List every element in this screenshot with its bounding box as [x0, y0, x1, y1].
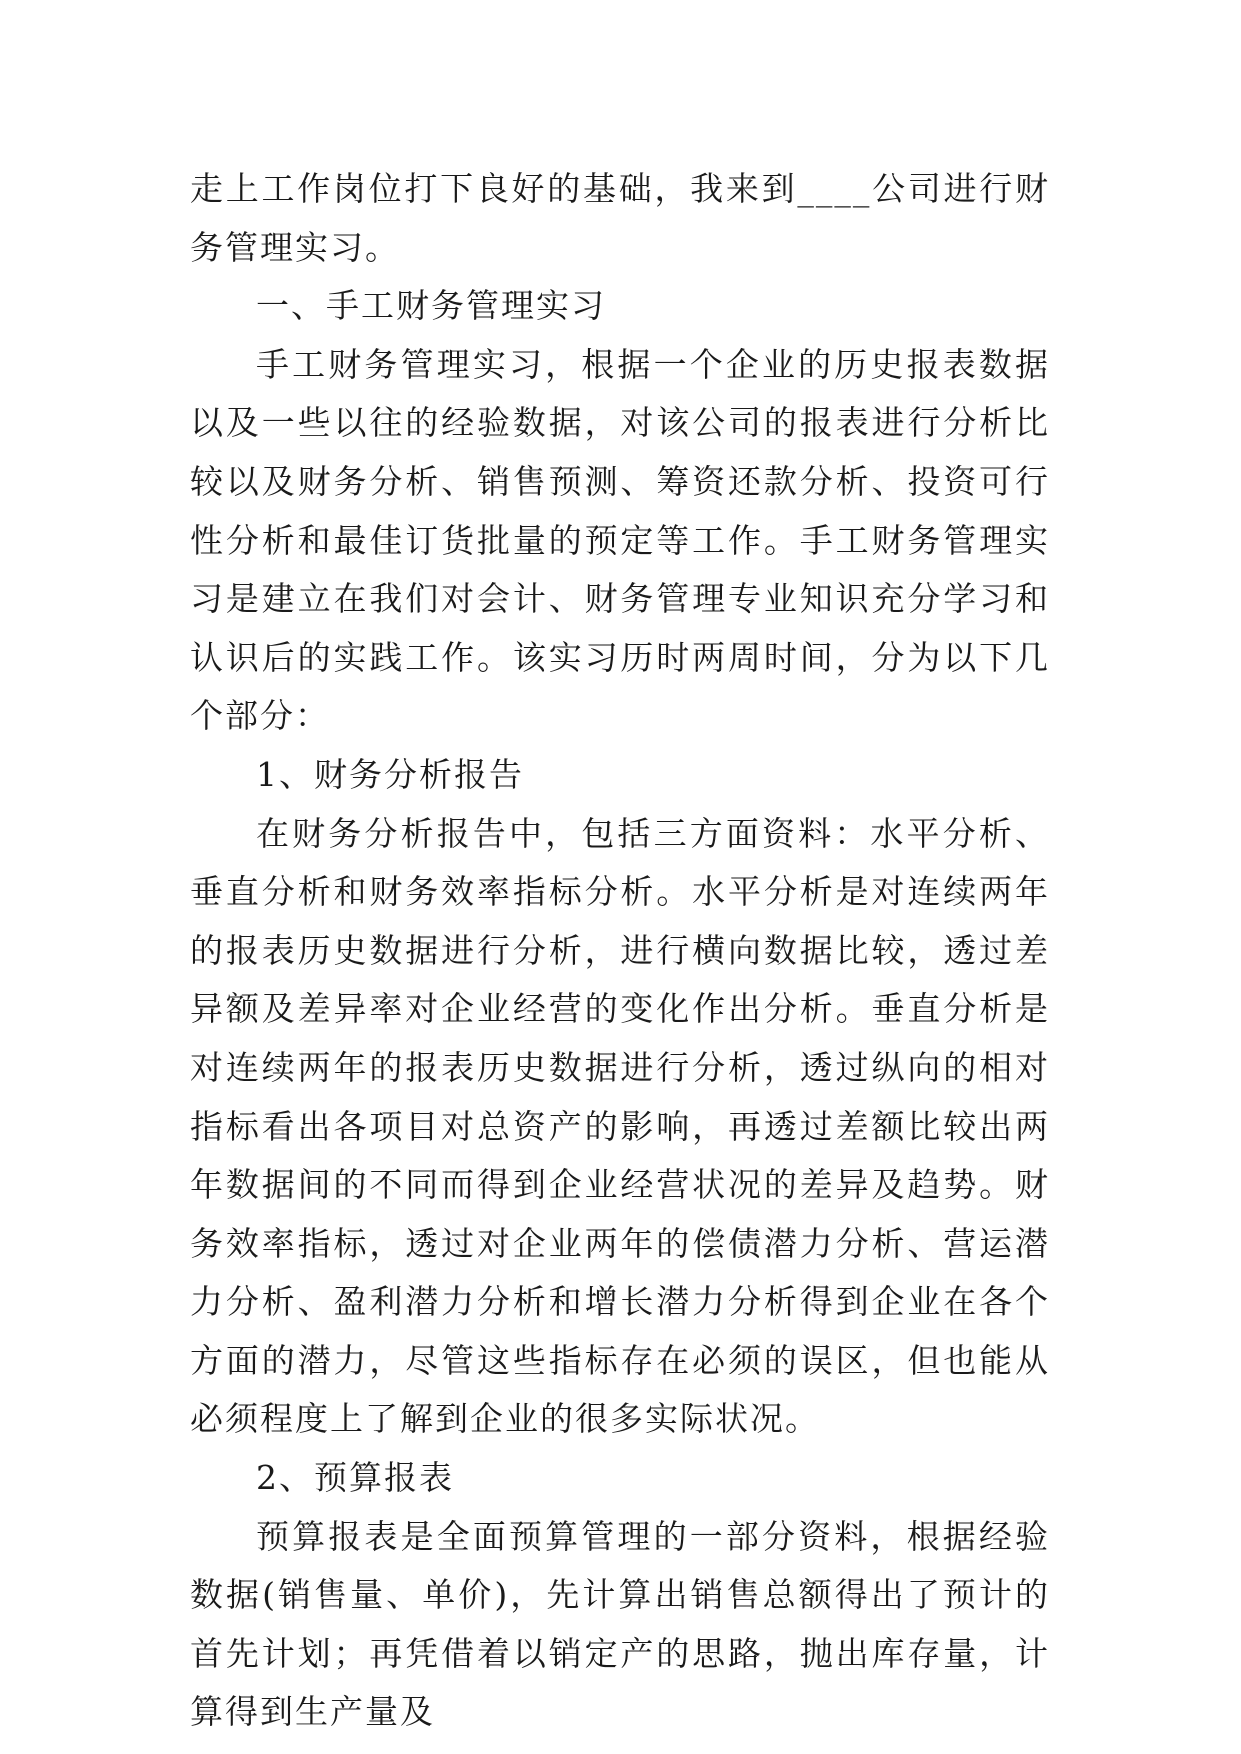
- paragraph-manual-finance-overview: 手工财务管理实习，根据一个企业的历史报表数据以及一些以往的经验数据，对该公司的报表进行分析比较以及财务分析、销售预测、筹资还款分析、投资可行性分析和最佳订货批量的预定等工作。手工财务管理实习是建立在我们对会计、财务管理专业知识充分学习和认识后的实践工作。该实习历时两周时间，分为以下几个部分：: [190, 344, 1050, 736]
- subheading-financial-analysis-report: 1、财务分析报告: [256, 754, 524, 794]
- paragraph-financial-analysis: 在财务分析报告中，包括三方面资料：水平分析、垂直分析和财务效率指标分析。水平分析是对连续两年的报表历史数据进行分析，进行横向数据比较，透过差异额及差异率对企业经营的变化作出分析。垂直分析是对连续两年的报表历史数据进行分析，透过纵向的相对指标看出各项目对总资产的影响，再透过差额比较出两年数据间的不同而得到企业经营状况的差异及趋势。财务效率指标，透过对企业两年的偿债潜力分析、营运潜力分析、盈利潜力分析和增长潜力分析得到企业在各个方面的潜力，尽管这些指标存在必须的误区，但也能从必须程度上了解到企业的很多实际状况。: [190, 813, 1050, 1439]
- paragraph-intro-continuation: 走上工作岗位打下良好的基础，我来到____公司进行财务管理实习。: [190, 169, 1050, 267]
- section-heading-manual-finance: 一、手工财务管理实习: [256, 286, 606, 326]
- subheading-budget-report: 2、预算报表: [256, 1458, 454, 1498]
- paragraph-budget-report: 预算报表是全面预算管理的一部分资料，根据经验数据(销售量、单价)，先计算出销售总额得出了预计的首先计划；再凭借着以销定产的思路，抛出库存量，计算得到生产量及: [190, 1516, 1050, 1732]
- document-body: [190, 160, 1050, 1742]
